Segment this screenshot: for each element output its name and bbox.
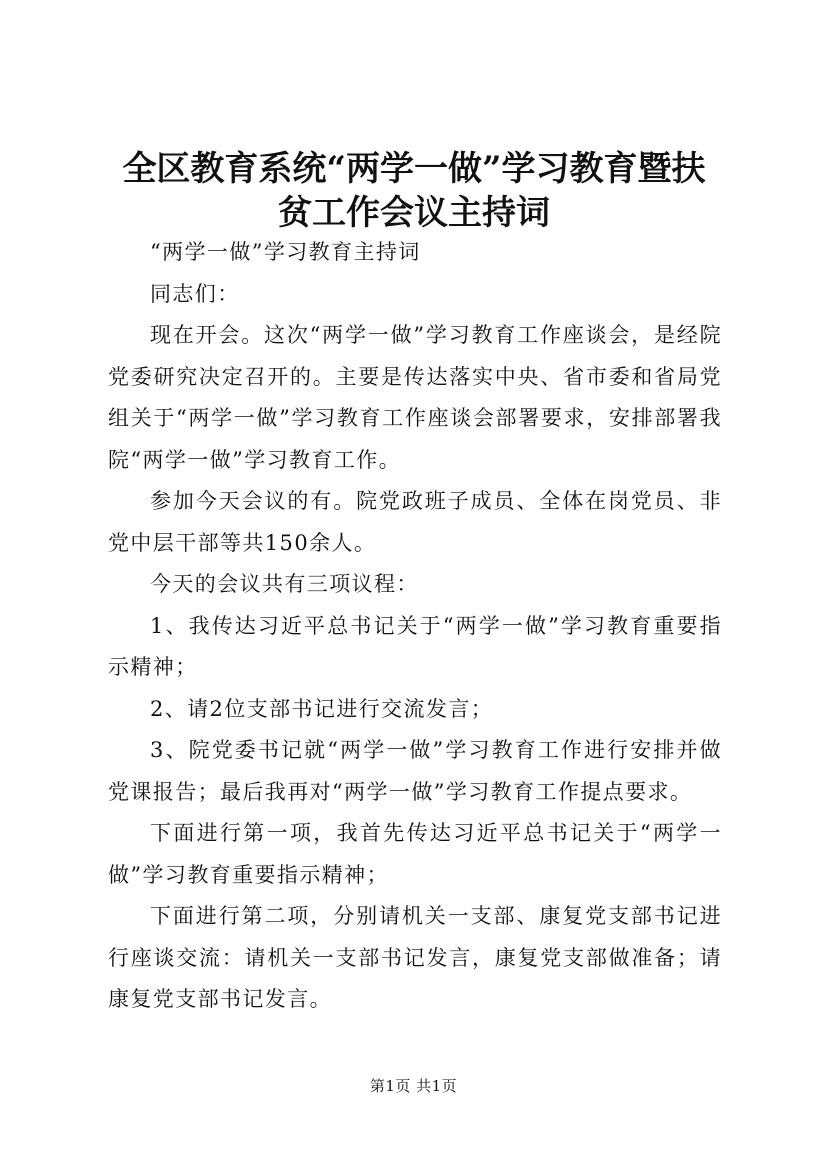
paragraph-subtitle: “两学一做”学习教育主持词 — [150, 240, 421, 264]
paragraph-item-1-start: 下面进行第一项，我首先传达习近平总书记关于“两学一做”学习教育重要指示精神； — [108, 821, 722, 887]
paragraph-agenda-item-1: 1、我传达习近平总书记关于“两学一做”学习教育重要指示精神； — [108, 613, 722, 679]
paragraph-agenda-item-2: 2、请2位支部书记进行交流发言； — [150, 696, 494, 721]
document-title: 全区教育系统“两学一做”学习教育暨扶贫工作会议主持词 — [122, 149, 706, 233]
paragraph-attendees: 参加今天会议的有。院党政班子成员、全体在岗党员、非党中层干部等共150余人。 — [108, 489, 722, 555]
document-body — [108, 232, 722, 1021]
paragraph-item-2-start: 下面进行第二项，分别请机关一支部、康复党支部书记进行座谈交流：请机关一支部书记发言，康复党支部做准备；请康复党支部书记发言。 — [108, 904, 722, 1011]
paragraph-opening: 现在开会。这次“两学一做”学习教育工作座谈会，是经院党委研究决定召开的。主要是传达落实中央、省市委和省局党组关于“两学一做”学习教育工作座谈会部署要求，安排部署我院“两学一做”学习教育工作。 — [108, 323, 722, 472]
paragraph-agenda-intro: 今天的会议共有三项议程： — [150, 572, 419, 596]
paragraph-agenda-item-3: 3、院党委书记就“两学一做”学习教育工作进行安排并做党课报告；最后我再对“两学一做”学习教育工作提点要求。 — [108, 738, 722, 804]
page-footer: 第1页 共1页 — [369, 1077, 458, 1095]
paragraph-greeting: 同志们： — [150, 281, 240, 306]
